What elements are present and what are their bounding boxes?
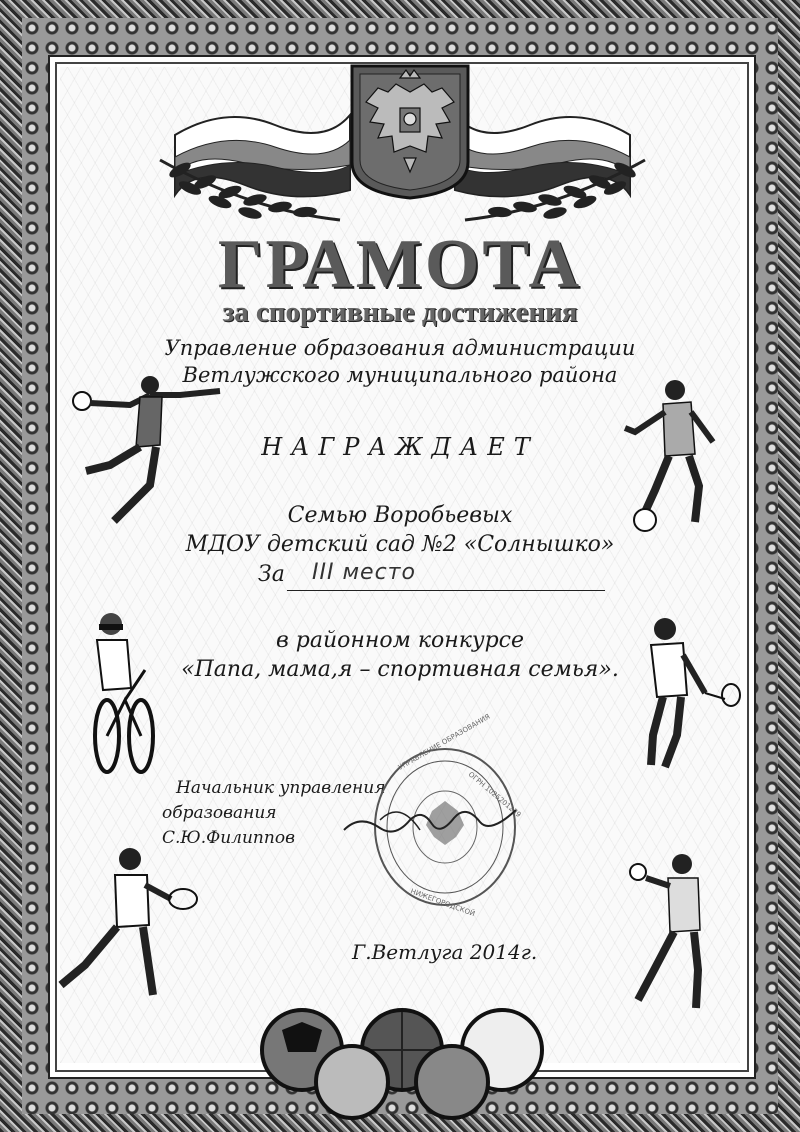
signatory-title-line-1: Начальник управления: [176, 778, 386, 798]
recipient-institution: МДОУ детский сад №2 «Солнышко»: [185, 532, 615, 557]
certificate-subtitle: за спортивные достижения: [222, 296, 578, 328]
contest-line-1: в районном конкурсе: [275, 628, 525, 653]
coat-of-arms-icon: [348, 62, 472, 200]
cyclist-icon: [85, 610, 165, 775]
contest-line-2: «Папа, мама,я – спортивная семья».: [181, 657, 619, 682]
svg-text:НИЖЕГОРОДСКОЙ: НИЖЕГОРОДСКОЙ: [409, 887, 476, 919]
handwritten-signature: [340, 790, 520, 850]
svg-text:ОГРН 1025201239: ОГРН 1025201239: [466, 770, 523, 819]
recipient-name: Семью Воробьевых: [287, 503, 513, 528]
signatory-name: С.Ю.Филиппов: [162, 828, 295, 848]
laurel-icon: [150, 120, 350, 230]
tennis-player-icon: [55, 845, 205, 1005]
signatory-title-line-2: образования: [162, 803, 277, 823]
handball-player-icon: [70, 375, 230, 535]
for-label: За: [258, 562, 285, 587]
certificate-title: ГРАМОТА: [217, 226, 583, 303]
issuer-line-2: Ветлужского муниципального района: [182, 363, 618, 387]
issuer-line-1: Управление образования администрации: [164, 336, 636, 360]
svg-text:УПРАВЛЕНИЕ ОБРАЗОВАНИЯ: УПРАВЛЕНИЕ ОБРАЗОВАНИЯ: [397, 712, 492, 772]
laurel-icon: [455, 120, 655, 230]
volleyball-player-icon: [620, 850, 730, 1015]
for-underline: [287, 590, 605, 591]
olympic-rings-icon: [258, 1000, 548, 1115]
football-player-icon: [615, 378, 725, 533]
award-verb: НАГРАЖДАЕТ: [261, 433, 539, 461]
place-and-date: Г.Ветлуга 2014г.: [352, 940, 538, 964]
badminton-player-icon: [625, 615, 745, 775]
for-value-handwritten: III место: [312, 560, 416, 585]
